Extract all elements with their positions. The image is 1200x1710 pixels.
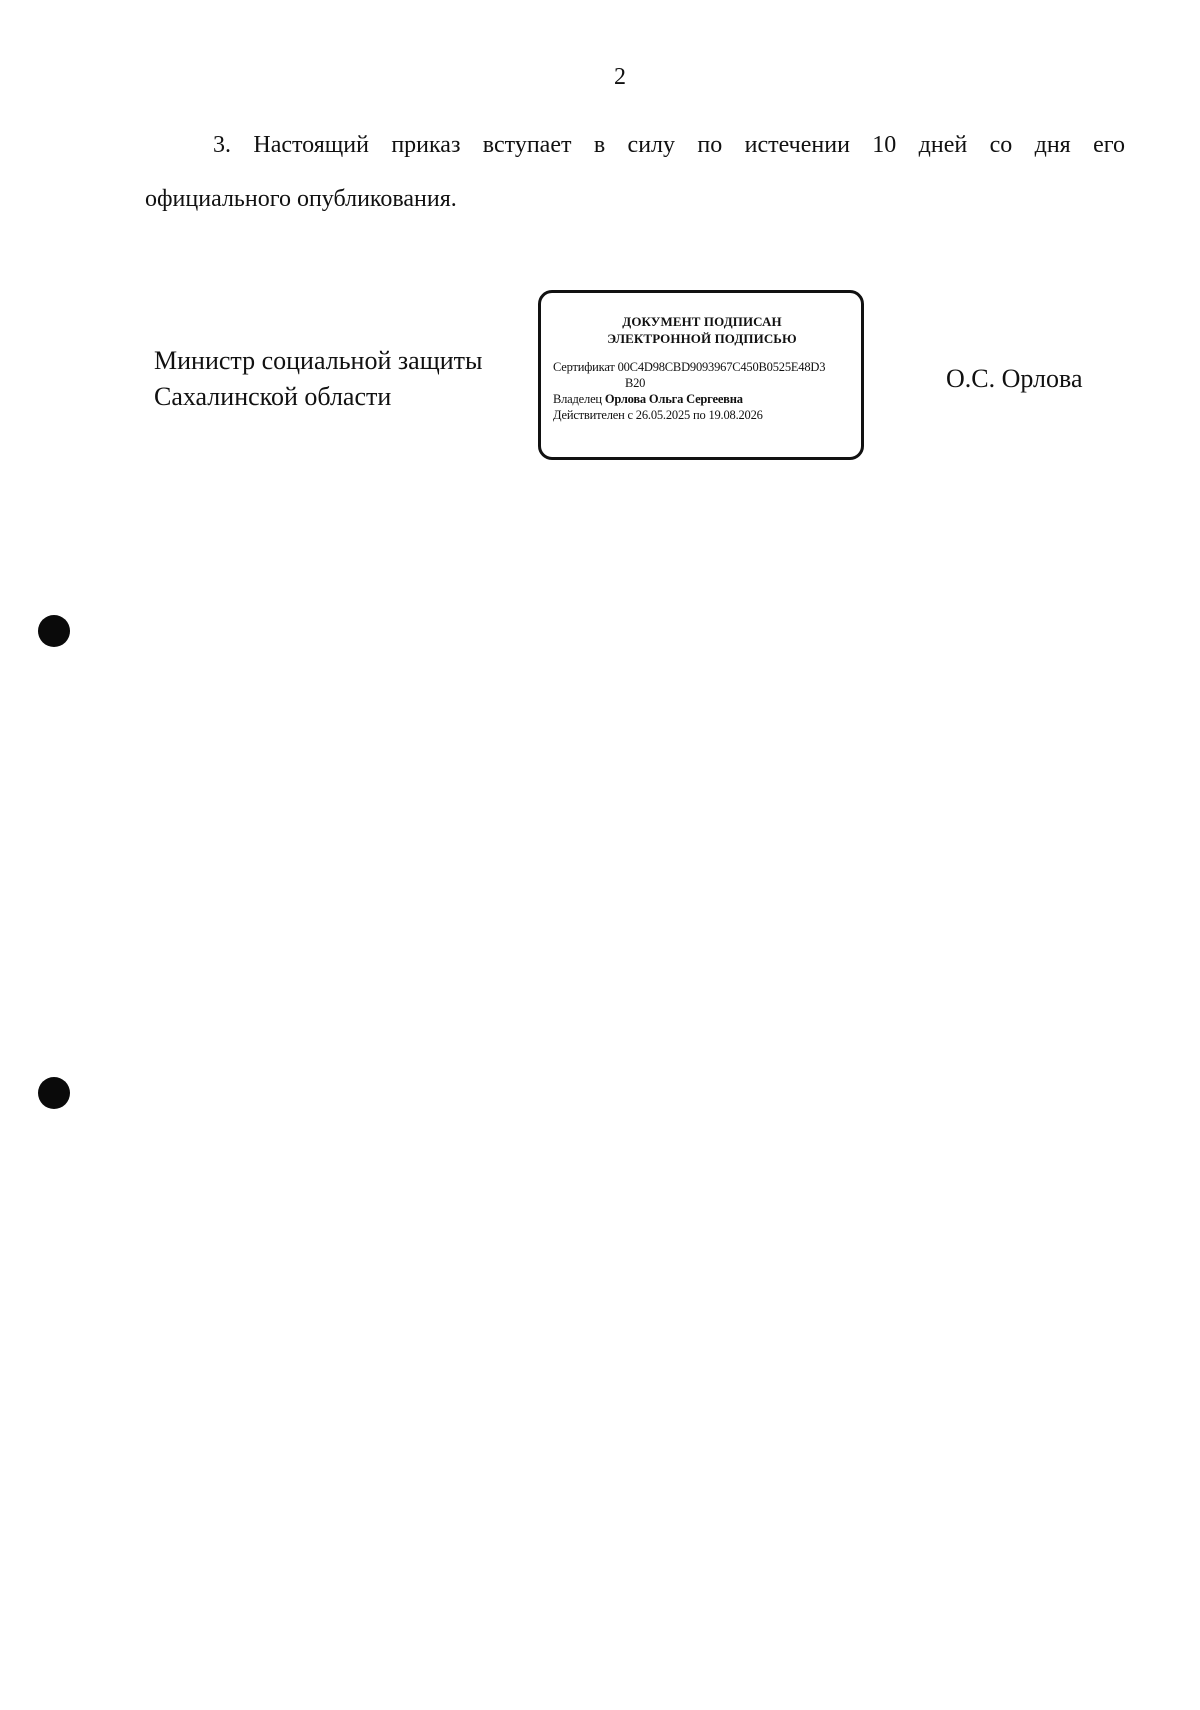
stamp-heading-line-2: ЭЛЕКТРОННОЙ ПОДПИСЬЮ [607,331,797,346]
stamp-owner-value: Орлова Ольга Сергеевна [604,392,743,406]
binder-hole [38,1077,70,1109]
signatory-position [154,343,534,415]
stamp-body [553,359,851,423]
stamp-certificate-value-continuation: B20 [625,376,646,390]
stamp-heading [553,313,851,347]
electronic-signature-stamp [538,290,864,460]
clause-line-2: официального опубликования. [145,186,457,212]
binder-hole [38,615,70,647]
stamp-heading-line-1: ДОКУМЕНТ ПОДПИСАН [622,314,782,329]
stamp-owner-label: Владелец [553,392,602,406]
stamp-certificate-row [553,359,851,391]
signatory-position-line-2: Сахалинской области [154,382,392,411]
stamp-owner-row [553,391,851,407]
clause-paragraph [145,118,1125,226]
signatory-position-line-1: Министр социальной защиты [154,346,483,375]
stamp-certificate-label: Сертификат [553,360,615,374]
stamp-validity-row: Действителен с 26.05.2025 по 19.08.2026 [553,408,763,422]
page-number: 2 [614,64,626,90]
stamp-certificate-value: 00C4D98CBD9093967C450B0525E48D3 [617,360,826,374]
clause-line-1: 3. Настоящий приказ вступает в силу по истечении 10 дней со дня его [213,132,1125,158]
signatory-name: О.С. Орлова [946,364,1083,393]
